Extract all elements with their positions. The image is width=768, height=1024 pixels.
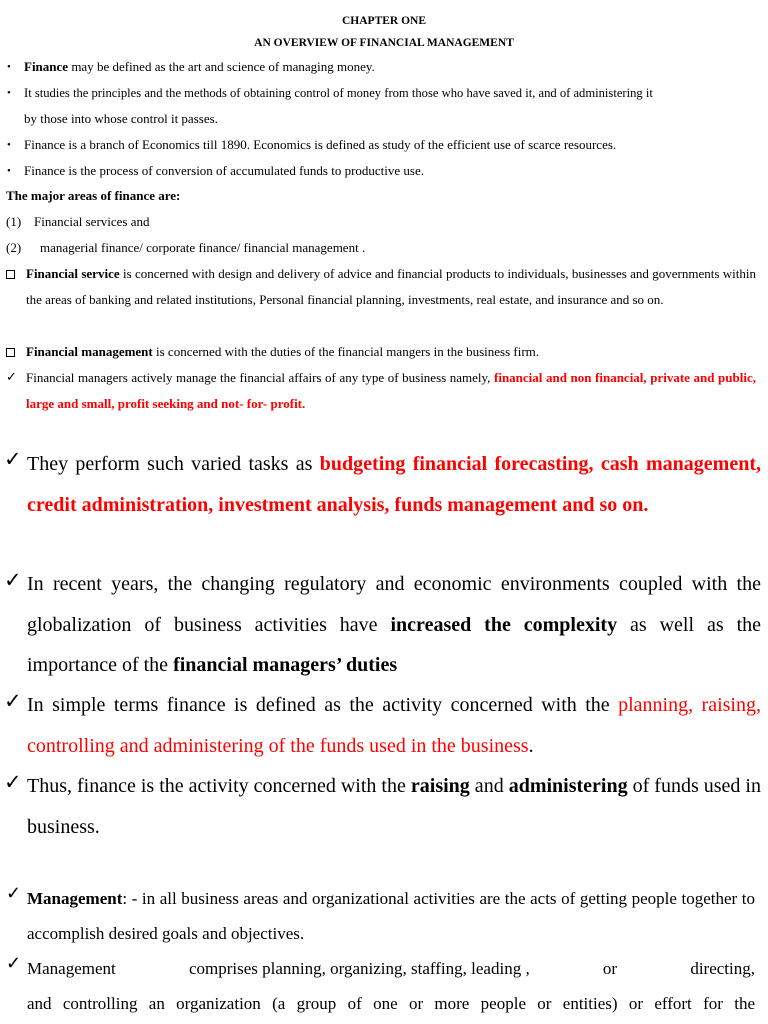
chapter-heading: CHAPTER ONE	[341, 15, 427, 27]
bullet-icon: •	[7, 139, 11, 151]
chapter-title: AN OVERVIEW OF FINANCIAL MANAGEMENT	[254, 37, 514, 49]
simple-terms-paragraph: In simple terms finance is defined as the activity concerned with the planning, raising, controlling and administering of the funds used in the business.	[27, 694, 761, 757]
check-icon: ✓	[4, 689, 22, 713]
area-number-2: (2)	[6, 240, 22, 255]
finance-definition: Finance may be defined as the art and science of managing money.	[24, 59, 375, 74]
check-icon: ✓	[4, 447, 22, 471]
management-definition: Management: - in all business areas and organizational activities are the acts of getting people together to accomplish desired goals and objectives.	[27, 889, 755, 943]
bullet-icon: •	[7, 87, 11, 99]
conversion-process: Finance is the process of conversion of accumulated funds to productive use.	[24, 163, 424, 178]
financial-managers-paragraph: Financial managers actively manage the financial affairs of any type of business namely, financial and non financial, private and public, large and small, profit seeking and not- for- profit.	[26, 370, 756, 411]
management-comprises-line: Management comprises planning, organizing, staffing, leading , or directing,	[27, 959, 755, 978]
square-bullet-icon	[6, 270, 15, 279]
bullet-icon: •	[7, 61, 11, 73]
check-icon: ✓	[6, 953, 22, 973]
check-icon: ✓	[6, 369, 17, 384]
area-item-1: Financial services and	[34, 214, 150, 229]
area-item-2: managerial finance/ corporate finance/ financial management .	[40, 240, 366, 255]
check-icon: ✓	[6, 883, 22, 903]
thus-paragraph: Thus, finance is the activity concerned with the raising and administering of funds used in business.	[27, 775, 761, 838]
recent-years-paragraph: In recent years, the changing regulatory and economic environments coupled with the globalization of business activities have increased the complexity as well as the importance of the financial managers’ duties	[27, 573, 762, 676]
area-number-1: (1)	[6, 214, 22, 229]
financial-service-paragraph: Financial service is concerned with design and delivery of advice and financial products to individuals, businesses and governments within the areas of banking and related institutions, Personal financial planning, investments, real estate, and insurance and so on.	[26, 266, 756, 307]
square-bullet-icon	[6, 348, 15, 357]
check-icon: ✓	[4, 568, 22, 592]
financial-management-paragraph: Financial management is concerned with the duties of the financial mangers in the business firm.	[26, 344, 540, 359]
check-icon: ✓	[4, 770, 22, 794]
major-areas-heading: The major areas of finance are:	[6, 188, 181, 203]
economics-branch: Finance is a branch of Economics till 1890. Economics is defined as study of the efficient use of scarce resources.	[24, 137, 617, 152]
principles-line-1: It studies the principles and the methods of obtaining control of money from those who have saved it, and of administering it	[24, 86, 653, 100]
bullet-icon: •	[7, 165, 11, 177]
principles-line-2: by those into whose control it passes.	[24, 111, 218, 126]
tasks-paragraph: They perform such varied tasks as budgeting financial forecasting, cash management, credit administration, investment analysis, funds management and so on.	[27, 453, 761, 516]
management-controlling-line: and controlling an organization (a group of one or more people or entities) or effort for the	[27, 994, 755, 1013]
